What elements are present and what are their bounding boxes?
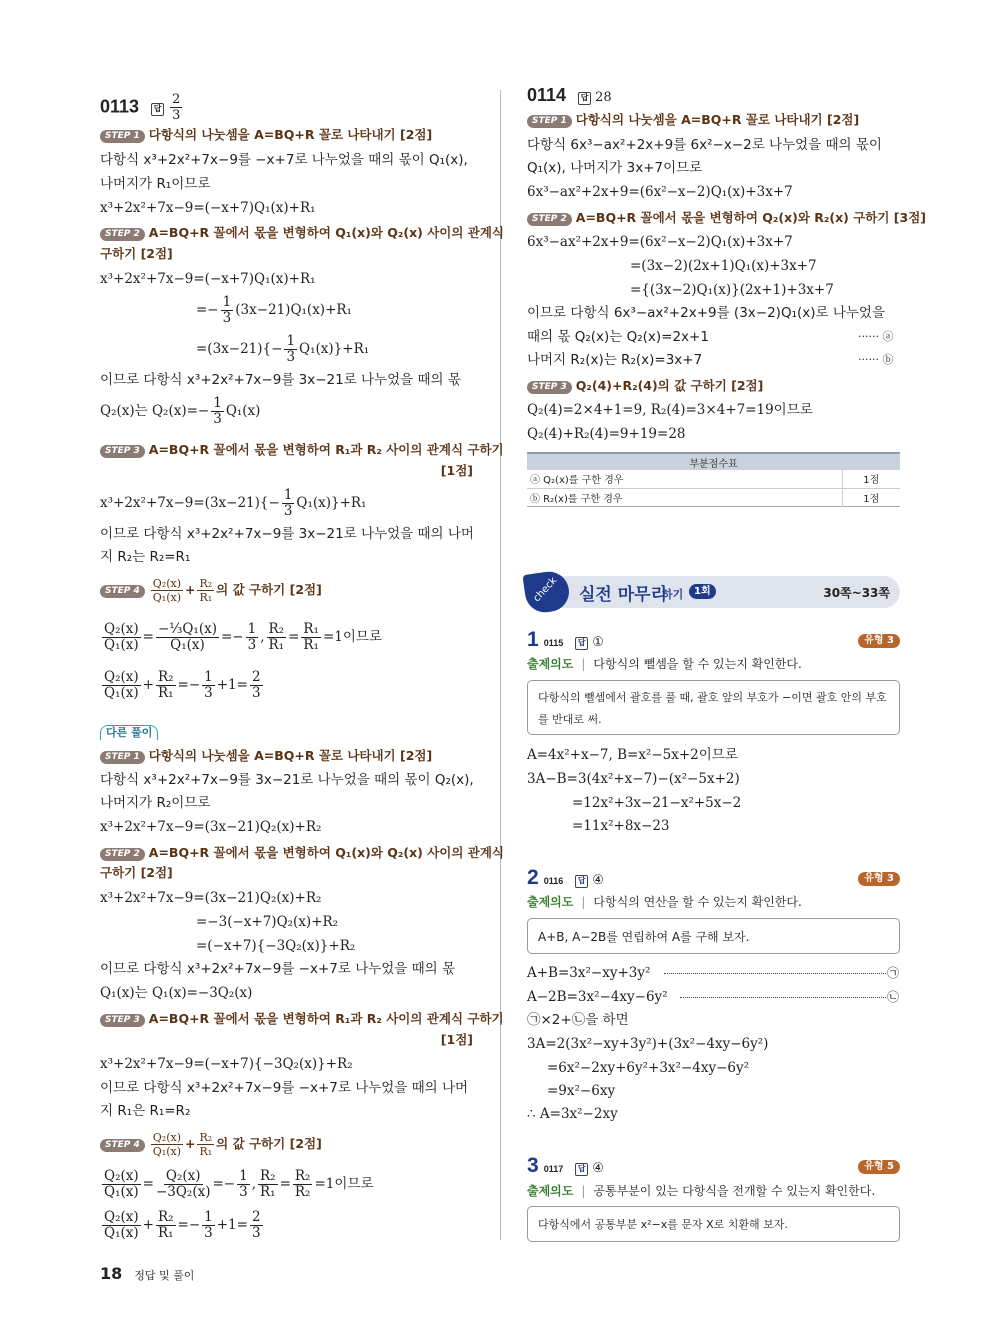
denominator: 3 [251, 685, 261, 701]
eq-part: = [288, 629, 300, 645]
answer-icon: 답 [575, 637, 588, 650]
step-badge: STEP 3 [100, 445, 145, 458]
banner-suffix: 하기 [662, 588, 684, 601]
equation [100, 1210, 265, 1241]
banner-title: 실전 마무리 [579, 585, 668, 605]
step-badge: STEP 2 [100, 848, 145, 861]
step2-title [100, 224, 504, 242]
step-text: 다항식의 나눗셈을 A=BQ+R 꼴로 나타내기 [2점] [148, 748, 433, 763]
question-intent [527, 656, 802, 672]
denominator: 3 [251, 1225, 261, 1241]
numerator: R₁ [303, 621, 319, 637]
mark-2: ㉡ [887, 990, 900, 1004]
text-line: 이므로 다항식 x³+2x²+7x−9를 3x−21로 나누었을 때의 몫 [100, 372, 461, 388]
fraction [221, 295, 234, 326]
equation [100, 670, 265, 701]
equation: A=4x²+x−7, B=x²−5x+2이므로 [527, 747, 738, 763]
step1-title [527, 111, 859, 129]
intent-label: 출제의도 [527, 1184, 574, 1198]
step-text: A=BQ+R 꼴에서 몫을 변형하여 Q₁(x)와 Q₂(x) 사이의 관계식 [148, 225, 505, 240]
text-line: 다항식 x³+2x²+7x−9를 −x+7로 나누었을 때의 몫이 Q₁(x), [100, 152, 468, 168]
eq-part: =− [196, 302, 219, 318]
page-number: 18 [100, 1264, 123, 1283]
numerator: R₂ [157, 669, 174, 685]
denominator: R₂ [294, 1184, 311, 1200]
text-line: 때의 몫 Q₂(x)는 Q₂(x)=2x+1 [527, 329, 709, 345]
fraction [102, 622, 141, 653]
denominator: Q₁(x) [104, 1225, 139, 1241]
denominator: 3 [204, 685, 213, 701]
equation: =11x²+8x−23 [572, 818, 670, 834]
row-score: 1점 [842, 470, 900, 488]
step2-title-cont: 구하기 [2점] [100, 246, 173, 261]
eq-part: x³+2x²+7x−9=(3x−21){− [100, 495, 280, 511]
step-text: A=BQ+R 꼴에서 몫을 변형하여 R₁과 R₂ 사이의 관계식 구하기 [148, 442, 504, 457]
fraction [197, 1131, 214, 1158]
fraction [246, 622, 259, 653]
table-header: 부분점수표 [527, 453, 900, 470]
step-text: A=BQ+R 꼴에서 몫을 변형하여 R₁과 R₂ 사이의 관계식 구하기 [148, 1011, 504, 1026]
alt-step2-title-cont: 구하기 [2점] [100, 865, 173, 880]
step-text: 의 값 구하기 [2점] [216, 582, 322, 597]
denominator: Q₁(x) [104, 637, 139, 653]
numerator: 1 [239, 1168, 248, 1184]
equation: A+B=3x²−xy+3y² [527, 965, 651, 981]
text-line: 다항식 x³+2x²+7x−9를 3x−21로 나누었을 때의 몫이 Q₂(x), [100, 772, 474, 788]
section-banner [527, 576, 900, 608]
step-text: A=BQ+R 꼴에서 몫을 변형하여 Q₂(x)와 R₂(x) 구하기 [3점] [575, 210, 926, 225]
fraction [156, 670, 176, 701]
denominator: 3 [213, 411, 222, 427]
hint-text: 를 반대로 써. [538, 713, 602, 726]
denominator: −3Q₂(x) [155, 1184, 211, 1200]
fraction [250, 1210, 263, 1241]
table-row [527, 488, 900, 506]
eq-part: Q₂(x)는 Q₂(x)=− [100, 403, 210, 419]
equation: A−2B=3x²−4xy−6y² [527, 989, 668, 1005]
alt-step3-title [100, 1010, 504, 1028]
denominator: R₁ [157, 685, 174, 701]
fraction [102, 1210, 141, 1241]
step3-title [527, 377, 763, 395]
text-line: Q₁(x), 나머지가 3x+7이므로 [527, 160, 703, 176]
eq-part: Q₁(x)}+R₁ [296, 495, 367, 511]
denominator: R₁ [260, 1184, 276, 1200]
equation: Q₁(x)는 Q₁(x)=−3Q₂(x) [100, 985, 253, 1001]
fraction [267, 622, 287, 653]
numerator: R₂ [260, 1168, 276, 1184]
denominator: R₁ [199, 591, 213, 604]
hint-text: A+B, A−2B를 연립하여 A를 구해 보자. [538, 930, 750, 944]
row-score: 1점 [842, 488, 900, 506]
mark-1: ㉠ [887, 966, 900, 980]
question-number: 2 [527, 866, 539, 889]
step-badge: STEP 1 [100, 751, 145, 764]
alt-step4-title [100, 1131, 322, 1158]
step-text: Q₂(4)+R₂(4)의 값 구하기 [2점] [575, 378, 764, 393]
denominator: 3 [204, 1225, 213, 1241]
fraction [301, 622, 321, 653]
numerator: 1 [247, 621, 257, 637]
eq-part: (3x−21)Q₁(x)+R₁ [235, 302, 352, 318]
hint-text: 다항식의 뺄셈에서 괄호를 풀 때, 괄호 앞의 부호가 −이면 괄호 안의 부호 [538, 691, 887, 704]
fraction [151, 577, 183, 604]
equation: =12x²+3x−21−x²+5x−2 [572, 795, 742, 811]
eq-part: + [142, 1217, 154, 1233]
text-line: 이므로 다항식 x³+2x²+7x−9를 −x+7로 나누었을 때의 나머 [100, 1080, 469, 1096]
denominator: Q₁(x) [104, 1184, 139, 1200]
eq-part: +1= [216, 677, 248, 693]
step-badge: STEP 4 [100, 585, 145, 598]
text-line: 지 R₂는 R₂=R₁ [100, 549, 191, 565]
equation: x³+2x²+7x−9=(3x−21)Q₂(x)+R₂ [100, 819, 322, 835]
hint-box [527, 1206, 900, 1242]
numerator: Q₂(x) [104, 621, 139, 637]
eq-part: =− [177, 677, 201, 693]
equation: =(3x−2)(2x+1)Q₁(x)+3x+7 [630, 258, 817, 274]
step-badge: STEP 2 [527, 213, 572, 226]
denominator: R₁ [303, 637, 319, 653]
equation [196, 334, 369, 365]
footer-title: 정답 및 풀이 [134, 1269, 195, 1282]
hint-box [527, 918, 900, 954]
step-text: A=BQ+R 꼴에서 몫을 변형하여 Q₁(x)와 Q₂(x) 사이의 관계식 [148, 845, 505, 860]
equation: 6x³−ax²+2x+9=(6x²−x−2)Q₁(x)+3x+7 [527, 234, 793, 250]
numerator: Q₂(x) [152, 577, 181, 590]
denominator: R₁ [199, 1145, 213, 1158]
numerator: R₂ [199, 577, 213, 590]
question-header [527, 1154, 604, 1178]
fraction [156, 1210, 176, 1241]
answer-value: ④ [592, 872, 604, 887]
type-badge: 유형 3 [858, 634, 900, 648]
numerator: 2 [172, 92, 181, 107]
equation: x³+2x²+7x−9=(−x+7)Q₁(x)+R₁ [100, 200, 316, 216]
table-row [527, 470, 900, 488]
equation: 6x³−ax²+2x+9=(6x²−x−2)Q₁(x)+3x+7 [527, 184, 793, 200]
denominator: R₁ [268, 637, 285, 653]
leader-dots [680, 997, 886, 998]
round-badge: 1회 [689, 584, 716, 599]
equation: =9x²−6xy [547, 1083, 616, 1099]
step-badge: STEP 2 [100, 228, 145, 241]
type-badge: 유형 5 [858, 1160, 900, 1174]
equation [100, 1169, 374, 1200]
type-badge: 유형 3 [858, 872, 900, 886]
answer-icon: 답 [578, 92, 591, 105]
step4-title [100, 577, 322, 604]
eq-part: =− [220, 629, 244, 645]
numerator: Q₂(x) [104, 669, 139, 685]
equation [100, 396, 260, 427]
eq-part: Q₁(x) [225, 403, 261, 419]
alt-solution-label: 다른 풀이 [100, 725, 158, 740]
answer-icon: 답 [151, 103, 164, 116]
partial-score-table [527, 452, 900, 507]
eq-part: =− [177, 1217, 201, 1233]
equation: Q₂(4)=2×4+1=9, R₂(4)=3×4+7=19이므로 [527, 402, 813, 418]
question-number: 3 [527, 1154, 539, 1177]
denominator: R₁ [157, 1225, 174, 1241]
mark-a: ······ ⓐ [858, 330, 894, 343]
intent-text: 다항식의 연산을 할 수 있는지 확인한다. [593, 895, 802, 909]
fraction [211, 396, 224, 427]
step3-points: [1점] [440, 463, 473, 478]
numerator: R₂ [199, 1131, 213, 1144]
fraction [197, 577, 214, 604]
fraction [156, 1169, 211, 1200]
numerator: Q₂(x) [152, 1131, 181, 1144]
denominator: Q₁(x) [152, 1145, 181, 1158]
text-line: 나머지 R₂(x)는 R₂(x)=3x+7 [527, 352, 703, 368]
separator: | [581, 657, 586, 671]
question-code: 0117 [543, 1164, 564, 1174]
column-divider [500, 90, 501, 1240]
step-text: 다항식의 나눗셈을 A=BQ+R 꼴로 나타내기 [2점] [148, 127, 433, 142]
eq-part: = [142, 629, 154, 645]
numerator: 1 [204, 669, 213, 685]
problem-header [100, 92, 184, 123]
text-line: 이므로 다항식 x³+2x²+7x−9를 −x+7로 나누었을 때의 몫 [100, 961, 456, 977]
question-header [527, 628, 604, 652]
fraction [237, 1169, 250, 1200]
check-tag [522, 569, 571, 615]
numerator: Q₂(x) [165, 1168, 201, 1184]
eq-part: , [260, 629, 265, 645]
check-tag-text: check [531, 575, 560, 605]
answer-value: ① [592, 634, 604, 649]
alt-step3-points: [1점] [440, 1032, 473, 1047]
equation: ={(3x−2)Q₁(x)}(2x+1)+3x+7 [630, 282, 834, 298]
fraction [250, 670, 263, 701]
question-code: 0115 [543, 638, 564, 648]
equation: 3A−B=3(4x²+x−7)−(x²−5x+2) [527, 771, 740, 787]
equation [100, 622, 382, 653]
fraction [284, 334, 297, 365]
fraction [102, 1169, 141, 1200]
answer-value: ④ [592, 1160, 604, 1175]
eq-part: = [279, 1176, 291, 1192]
equation [196, 295, 352, 326]
alt-step1-title [100, 747, 432, 765]
text-line: 이므로 다항식 x³+2x²+7x−9를 3x−21로 나누었을 때의 나머 [100, 526, 474, 542]
equation: =(−x+7){−3Q₂(x)}+R₂ [196, 938, 356, 954]
step-badge: STEP 3 [527, 381, 572, 394]
step-text: 다항식의 나눗셈을 A=BQ+R 꼴로 나타내기 [2점] [575, 112, 860, 127]
page-range: 30쪽~33쪽 [823, 586, 890, 600]
eq-part: =1이므로 [322, 629, 382, 645]
fraction [151, 1131, 183, 1158]
plus: + [184, 582, 196, 597]
equation: x³+2x²+7x−9=(3x−21)Q₂(x)+R₂ [100, 890, 322, 906]
denominator: 3 [247, 637, 257, 653]
numerator: Q₂(x) [104, 1168, 139, 1184]
denominator: 3 [222, 310, 232, 326]
mark-b: ······ ⓑ [858, 353, 894, 366]
row-label: ⓐ Q₂(x)를 구한 경우 [530, 475, 624, 487]
numerator: 1 [286, 333, 296, 349]
numerator: 1 [283, 487, 293, 503]
eq-part: , [251, 1176, 256, 1192]
equation: x³+2x²+7x−9=(−x+7){−3Q₂(x)}+R₂ [100, 1056, 353, 1072]
fraction [282, 488, 295, 519]
step3-title [100, 441, 504, 459]
page-footer [100, 1264, 194, 1283]
separator: | [581, 895, 586, 909]
step1-title [100, 126, 432, 144]
equation: 3A=2(3x²−xy+3y²)+(3x²−4xy−6y²) [527, 1036, 769, 1052]
equation: =6x²−2xy+6y²+3x²−4xy−6y² [547, 1060, 750, 1076]
text-line: 다항식 6x³−ax²+2x+9를 6x²−x−2로 나누었을 때의 몫이 [527, 137, 882, 153]
numerator: R₂ [157, 1209, 174, 1225]
numerator: 2 [251, 1209, 261, 1225]
numerator: Q₂(x) [104, 1209, 139, 1225]
step-badge: STEP 1 [527, 115, 572, 128]
eq-part: + [142, 677, 154, 693]
equation: Q₂(4)+R₂(4)=9+19=28 [527, 426, 686, 442]
denominator: 3 [286, 349, 296, 365]
denominator: Q₁(x) [104, 685, 139, 701]
fraction [258, 1169, 278, 1200]
hint-text: 다항식에서 공통부분 x²−x를 문자 X로 치환해 보자. [538, 1218, 788, 1231]
separator: | [581, 1184, 586, 1198]
step-badge: STEP 1 [100, 130, 145, 143]
step2-title [527, 209, 926, 227]
eq-part: +1= [216, 1217, 248, 1233]
problem-header [527, 85, 612, 106]
problem-number: 0113 [100, 96, 140, 117]
denominator: Q₁(x) [170, 637, 205, 653]
intent-label: 출제의도 [527, 895, 574, 909]
question-number: 1 [527, 628, 539, 651]
numerator: −⅓Q₁(x) [157, 621, 217, 637]
numerator: R₂ [268, 621, 285, 637]
answer-icon: 답 [575, 1163, 588, 1176]
numerator: 1 [222, 294, 232, 310]
intent-text: 다항식의 뺄셈을 할 수 있는지 확인한다. [593, 657, 802, 671]
eq-part: =− [212, 1176, 236, 1192]
text-line: 지 R₁은 R₁=R₂ [100, 1103, 191, 1119]
eq-part: Q₁(x)}+R₁ [299, 341, 370, 357]
answer-value: 28 [595, 90, 612, 105]
question-header [527, 866, 604, 890]
eq-part: =(3x−21){− [196, 341, 283, 357]
question-intent [527, 1183, 875, 1199]
denominator: 3 [172, 108, 181, 123]
equation [100, 488, 367, 519]
numerator: 1 [204, 1209, 213, 1225]
fraction [202, 670, 215, 701]
eq-part: =1이므로 [314, 1176, 374, 1192]
denominator: Q₁(x) [152, 591, 181, 604]
alt-step2-title [100, 844, 504, 862]
numerator: 2 [251, 669, 261, 685]
plus: + [184, 1136, 196, 1151]
equation: x³+2x²+7x−9=(−x+7)Q₁(x)+R₁ [100, 271, 316, 287]
answer-fraction [170, 92, 182, 123]
text-line: 이므로 다항식 6x³−ax²+2x+9를 (3x−2)Q₁(x)로 나누었을 [527, 305, 885, 321]
answer-icon: 답 [575, 875, 588, 888]
numerator: 1 [213, 395, 222, 411]
row-label: ⓑ R₂(x)를 구한 경우 [530, 493, 623, 505]
text-line: 나머지가 R₂이므로 [100, 795, 211, 811]
fraction [202, 1210, 215, 1241]
denominator: 3 [283, 503, 293, 519]
step-badge: STEP 3 [100, 1014, 145, 1027]
question-intent [527, 894, 802, 910]
hint-box [527, 680, 900, 735]
equation: ∴ A=3x²−2xy [527, 1106, 618, 1122]
text-line: 나머지가 R₁이므로 [100, 176, 211, 192]
question-code: 0116 [543, 876, 564, 886]
intent-text: 공통부분이 있는 다항식을 전개할 수 있는지 확인한다. [593, 1184, 876, 1198]
intent-label: 출제의도 [527, 657, 574, 671]
step-text: 의 값 구하기 [2점] [216, 1136, 322, 1151]
numerator: R₂ [294, 1168, 311, 1184]
equation: =−3(−x+7)Q₂(x)+R₂ [196, 914, 339, 930]
fraction [293, 1169, 313, 1200]
leader-dots [664, 973, 886, 974]
eq-part: = [142, 1176, 154, 1192]
text-line: ㉠×2+㉡을 하면 [527, 1012, 629, 1028]
step-badge: STEP 4 [100, 1139, 145, 1152]
fraction [156, 622, 219, 653]
fraction [102, 670, 141, 701]
problem-number: 0114 [527, 85, 567, 105]
denominator: 3 [239, 1184, 248, 1200]
